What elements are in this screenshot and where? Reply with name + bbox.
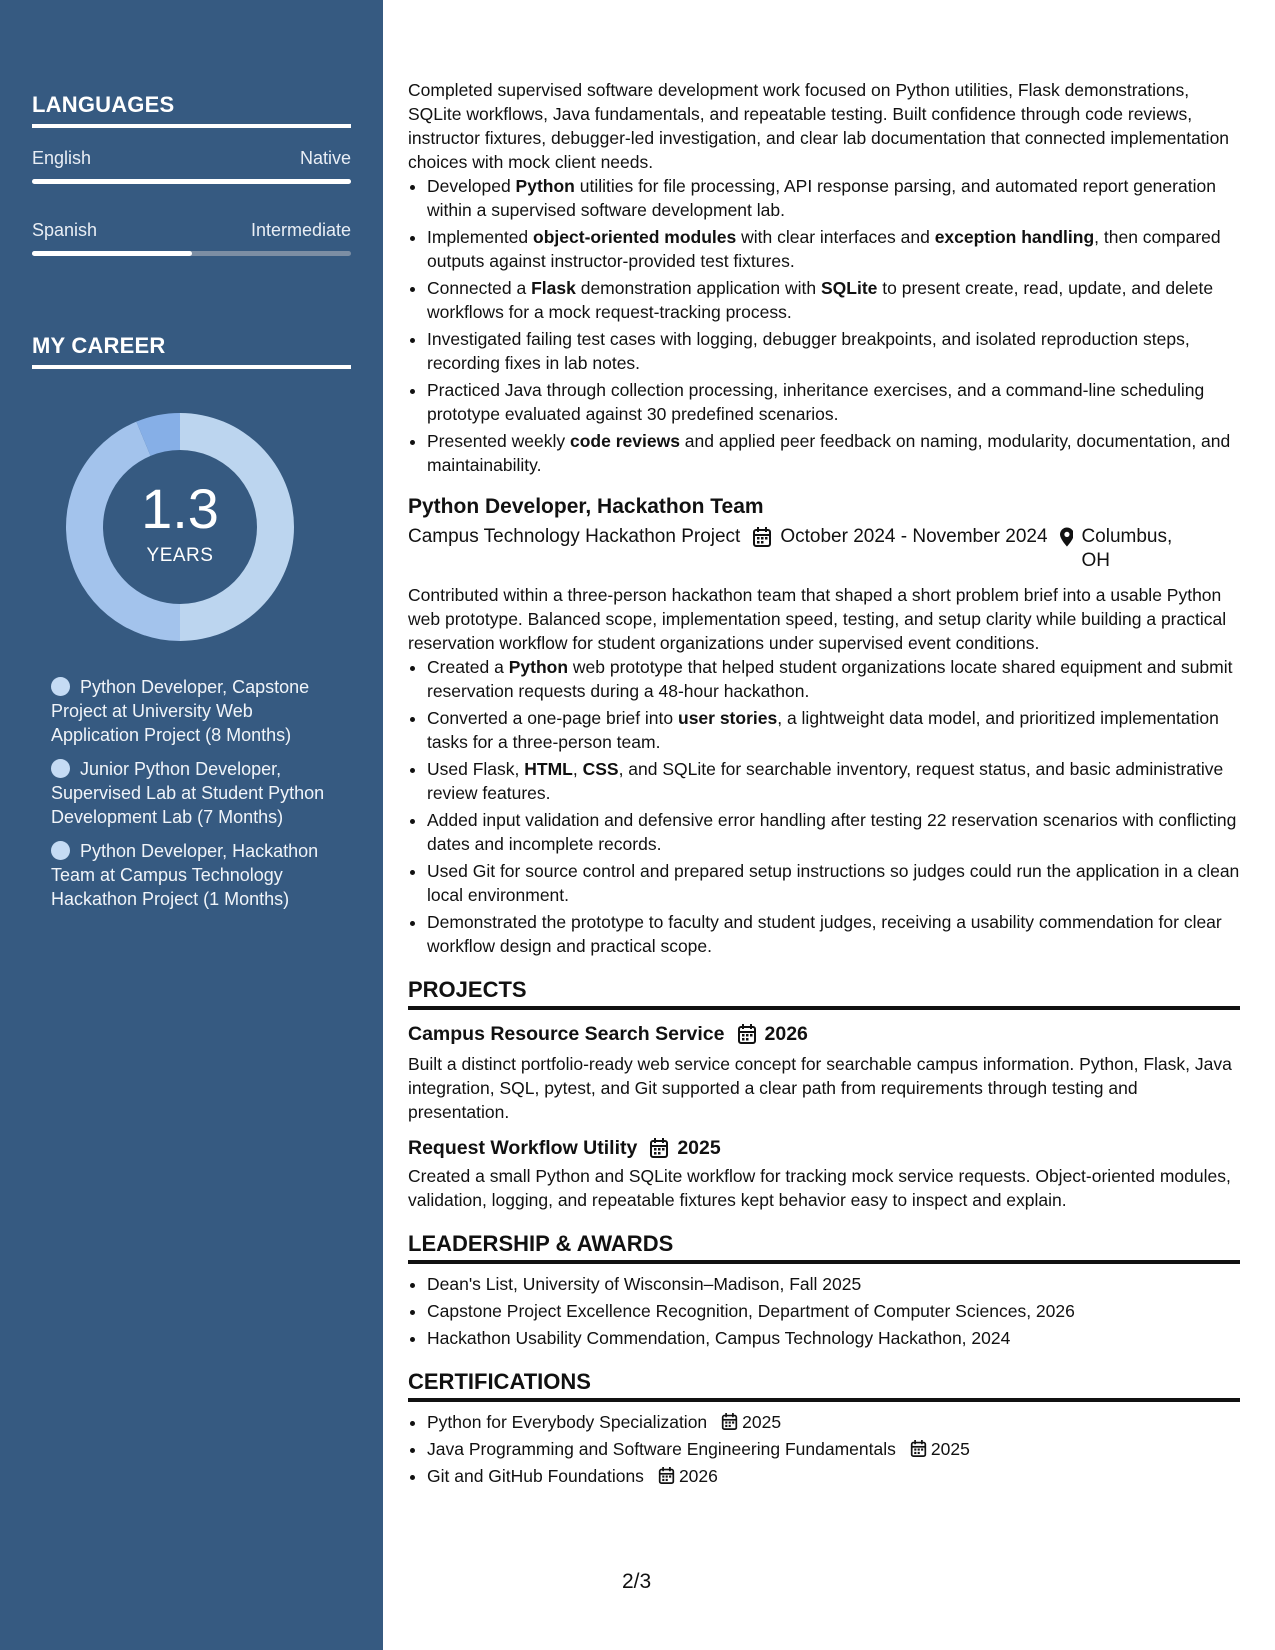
job-meta: [408, 525, 1240, 573]
career-item-text: Python Developer, Capstone Project at University Web Application Project (8 Months): [51, 677, 310, 745]
job-bullet: [427, 225, 1240, 273]
language-level: Intermediate: [250, 220, 351, 240]
projects-heading: PROJECTS: [408, 978, 1240, 1010]
project-description: Built a distinct portfolio-ready web service concept for searchable campus information. Python, Flask, Java integration, SQL, pytest, and Git supported a clear path from requirements through testing and presentation.: [408, 1054, 1232, 1122]
language-bar: [32, 179, 351, 184]
job-location: [1060, 525, 1190, 573]
bullet-keyword: object-oriented modules: [533, 227, 737, 247]
career-item-text: Python Developer, Hackathon Team at Campus Technology Hackathon Project (1 Months): [51, 841, 319, 909]
job-bullet: [427, 378, 1240, 426]
job-dates-text: October 2024 - November 2024: [780, 526, 1048, 547]
certification-year: 2025: [930, 1439, 970, 1459]
career-heading: MY CAREER: [32, 333, 351, 369]
language-item: [32, 148, 351, 184]
career-list: [51, 675, 326, 921]
bullet-text: Created a: [427, 657, 509, 677]
project-title: Request Workflow Utility: [408, 1137, 638, 1159]
bullet-text: Connected a: [427, 278, 532, 298]
bullet-dot-icon: [51, 759, 70, 778]
job-summary: Completed supervised software development work focused on Python utilities, Flask demonstrations, SQLite workflows, Java fundamentals, and repeatable testing. Built confidence through code reviews, instructor fixtures, debugger-led investigation, and clear lab documentation that connected implementation choices with mock client needs.: [408, 80, 1230, 172]
project-header: [408, 1022, 1240, 1046]
project-item: [408, 1136, 1240, 1212]
languages-section: [32, 92, 351, 256]
career-donut-chart: [66, 413, 294, 641]
bullet-text: Demonstrated the prototype to faculty and student judges, receiving a usability commendation for clear workflow design and practical scope.: [427, 912, 1222, 956]
donut-center: [66, 413, 294, 641]
bullet-text: , a lightweight data model, and prioritized implementation tasks for a three-person team.: [427, 708, 1219, 752]
job-dates: [752, 525, 1047, 549]
bullet-keyword: Python: [508, 657, 569, 677]
calendar-icon: [649, 1137, 669, 1159]
certification-item: [427, 1464, 1240, 1488]
career-item-text: Junior Python Developer, Supervised Lab at Student Python Development Lab (7 Months): [51, 759, 325, 827]
bullet-text: Used Git for source control and prepared setup instructions so judges could run the application in a clean local environment.: [427, 861, 1240, 905]
job-bullet: [427, 276, 1240, 324]
job-summary: Contributed within a three-person hackathon team that shaped a short problem brief into a usable Python web prototype. Balanced scope, implementation speed, testing, and setup clarity while building a practical reservation workflow for student organizations under supervised event conditions.: [408, 585, 1227, 653]
career-list-item: [51, 675, 326, 747]
bullet-keyword: exception handling: [934, 227, 1095, 247]
calendar-icon: [752, 526, 772, 548]
map-pin-icon: [1060, 526, 1074, 548]
bullet-text: Added input validation and defensive error handling after testing 22 reservation scenarios with conflicting dates and incomplete records.: [427, 810, 1237, 854]
career-list-item: [51, 839, 326, 911]
career-section: [32, 333, 351, 369]
calendar-icon: [737, 1023, 757, 1045]
bullet-keyword: user stories: [678, 708, 778, 728]
language-item: [32, 220, 351, 256]
certification-year: 2026: [678, 1466, 718, 1486]
job-bullet: [427, 706, 1240, 754]
bullet-text: Developed: [427, 176, 516, 196]
calendar-icon: [721, 1412, 738, 1431]
bullet-text: ,: [572, 759, 583, 779]
bullet-keyword: HTML: [524, 759, 573, 779]
certifications-list: [408, 1410, 1240, 1488]
bullet-text: Converted a one-page brief into: [427, 708, 678, 728]
job-bullet: [427, 859, 1240, 907]
bullet-text: , then compared outputs against instructor-provided test fixtures.: [427, 227, 1221, 271]
job-bullet-list: [408, 174, 1240, 477]
calendar-icon: [658, 1466, 675, 1485]
language-bar-fill: [32, 251, 192, 256]
bullet-keyword: CSS: [582, 759, 619, 779]
job-bullet: [427, 808, 1240, 856]
job-bullet: [427, 174, 1240, 222]
leadership-item: • Dean's List, University of Wisconsin–Madison, Fall 2025: [427, 1272, 1240, 1296]
bullet-keyword: Python: [515, 176, 575, 196]
bullet-dot-icon: [51, 677, 70, 696]
certification-name: Python for Everybody Specialization: [427, 1412, 708, 1432]
certification-item: [427, 1437, 1240, 1461]
certification-year: 2025: [742, 1412, 782, 1432]
bullet-text: web prototype that helped student organizations locate shared equipment and submit reservation requests during a 48-hour hackathon.: [427, 657, 1233, 701]
job-title: Python Developer, Hackathon Team: [408, 495, 764, 518]
job-bullet: [427, 327, 1240, 375]
page-number: 2/3: [622, 1570, 652, 1593]
certification-item: [427, 1410, 1240, 1434]
bullet-text: utilities for file processing, API response parsing, and automated report generation within a supervised software development lab.: [427, 176, 1216, 220]
language-name: Spanish: [32, 220, 98, 240]
main-content: [408, 78, 1240, 1491]
languages-heading: LANGUAGES: [32, 92, 351, 128]
bullet-text: Implemented: [427, 227, 534, 247]
certification-name: Git and GitHub Foundations: [427, 1466, 644, 1486]
bullet-keyword: code reviews: [570, 431, 680, 451]
career-years-label: YEARS: [146, 545, 214, 566]
bullet-text: with clear interfaces and: [736, 227, 935, 247]
leadership-item: • Hackathon Usability Commendation, Campus Technology Hackathon, 2024: [427, 1326, 1240, 1350]
bullet-text: , and SQLite for searchable inventory, request status, and basic administrative review features.: [427, 759, 1224, 803]
project-item: [408, 1022, 1240, 1124]
project-title: Campus Resource Search Service: [408, 1023, 725, 1045]
project-year: 2025: [677, 1137, 721, 1159]
project-description: Created a small Python and SQLite workflow for tracking mock service requests. Object-oriented modules, validation, logging, and repeatable fixtures kept behavior easy to inspect and explain.: [408, 1166, 1231, 1210]
job-bullet: [427, 910, 1240, 958]
job-bullet-list: [408, 655, 1240, 958]
bullet-text: Used Flask,: [427, 759, 525, 779]
bullet-text: to present create, read, update, and delete workflows for a mock request-tracking process.: [427, 278, 1214, 322]
bullet-text: and applied peer feedback on naming, modularity, documentation, and maintainability.: [427, 431, 1231, 475]
bullet-text: Investigated failing test cases with logging, debugger breakpoints, and isolated reproduction steps, recording fixes in lab notes.: [427, 329, 1190, 373]
bullet-text: Presented weekly: [427, 431, 570, 451]
language-name: English: [32, 148, 92, 168]
job-bullet: [427, 429, 1240, 477]
bullet-dot-icon: [51, 841, 70, 860]
leadership-list: [408, 1272, 1240, 1350]
job-location-text: Columbus, OH: [1081, 526, 1173, 571]
bullet-text: Practiced Java through collection processing, inheritance exercises, and a command-line scheduling prototype evaluated against 30 predefined scenarios.: [427, 380, 1205, 424]
bullet-keyword: Flask: [531, 278, 576, 298]
career-total-years: 1.3: [141, 477, 219, 540]
certification-name: Java Programming and Software Engineering Fundamentals: [427, 1439, 896, 1459]
bullet-text: demonstration application with: [575, 278, 821, 298]
job-bullet: [427, 655, 1240, 703]
language-level: Native: [299, 148, 351, 168]
bullet-keyword: SQLite: [821, 278, 878, 298]
sidebar: [0, 0, 383, 1650]
certifications-heading: CERTIFICATIONS: [408, 1370, 1240, 1402]
job-bullet: [427, 757, 1240, 805]
job-company: Campus Technology Hackathon Project: [408, 526, 741, 547]
career-list-item: [51, 757, 326, 829]
calendar-icon: [910, 1439, 927, 1458]
project-header: [408, 1136, 1240, 1160]
language-bar-fill: [32, 179, 351, 184]
leadership-heading: LEADERSHIP & AWARDS: [408, 1232, 1240, 1264]
leadership-item: • Capstone Project Excellence Recognition, Department of Computer Sciences, 2026: [427, 1299, 1240, 1323]
language-bar: [32, 251, 351, 256]
project-year: 2026: [764, 1023, 808, 1045]
